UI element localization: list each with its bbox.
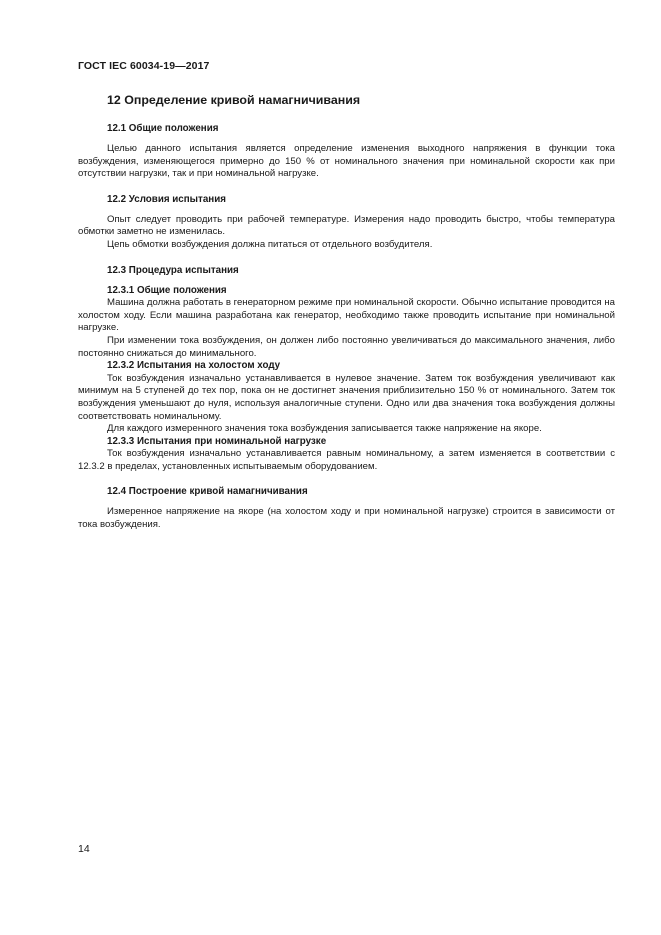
page-number: 14 xyxy=(78,843,90,855)
clause-12-3-2-title: 12.3.2 Испытания на холостом ходу xyxy=(107,360,281,372)
section-title: 12 Определение кривой намагничивания xyxy=(107,93,361,107)
paragraph: Цепь обмотки возбуждения должна питаться от отдельного возбудителя. xyxy=(107,238,433,250)
subsection-12-3-title: 12.3 Процедура испытания xyxy=(107,264,239,276)
paragraph: При изменении тока возбуждения, он должен либо постоянно увеличиваться до максимального значения, либо постоянно снижаться до минимального. xyxy=(78,334,615,359)
document-body xyxy=(78,93,615,545)
subsection-12-2-title: 12.2 Условия испытания xyxy=(107,193,226,205)
subsection-12-2-body xyxy=(78,213,615,252)
clause-12-3-1-title: 12.3.1 Общие положения xyxy=(107,284,227,296)
paragraph: Ток возбуждения изначально устанавливается равным номинальному, а затем изменяется в соответствии с 12.3.2 в пределах, установленных испытываемым оборудованием. xyxy=(78,448,615,472)
clause-12-3-3-title: 12.3.3 Испытания при номинальной нагрузке xyxy=(107,435,327,447)
subsection-12-4-body xyxy=(78,506,615,531)
document-code-header: ГОСТ IEC 60034-19—2017 xyxy=(78,60,210,72)
paragraph: Ток возбуждения изначально устанавливается в нулевое значение. Затем ток возбуждения увеличивают как минимум на 5 ступеней до тех пор, пока он не достигнет значения приблизительно 150 % от номинального. Затем ток возбуждения уменьшают до нуля, используя аналогичные ступени. Одно или два значения тока возбуждения должны соответствовать номинальному. xyxy=(78,372,615,422)
paragraph: Опыт следует проводить при рабочей температуре. Измерения надо проводить быстро, чтобы температура обмотки заметно не изменилась. xyxy=(78,213,615,238)
subsection-12-1-title: 12.1 Общие положения xyxy=(107,123,219,134)
subsection-12-1-body xyxy=(78,143,615,181)
paragraph: Целью данного испытания является определение изменения выходного напряжения в функции тока возбуждения, изменяющегося примерно до 150 % от номинального значения при номинальной скорости как при отсутствии нагрузки, так и при номинальной нагрузке. xyxy=(78,143,615,180)
subsection-12-4-title: 12.4 Построение кривой намагничивания xyxy=(107,486,308,498)
subsection-12-3-body xyxy=(78,284,615,474)
paragraph: Для каждого измеренного значения тока возбуждения записывается также напряжение на якоре. xyxy=(107,423,542,435)
paragraph: Измеренное напряжение на якоре (на холостом ходу и при номинальной нагрузке) строится в зависимости от тока возбуждения. xyxy=(78,506,615,531)
paragraph: Машина должна работать в генераторном режиме при номинальной скорости. Обычно испытание проводится на холостом ходу. Если машина разработана как генератор, необходимо также проводить испытание при номинальной нагрузке. xyxy=(78,297,615,334)
